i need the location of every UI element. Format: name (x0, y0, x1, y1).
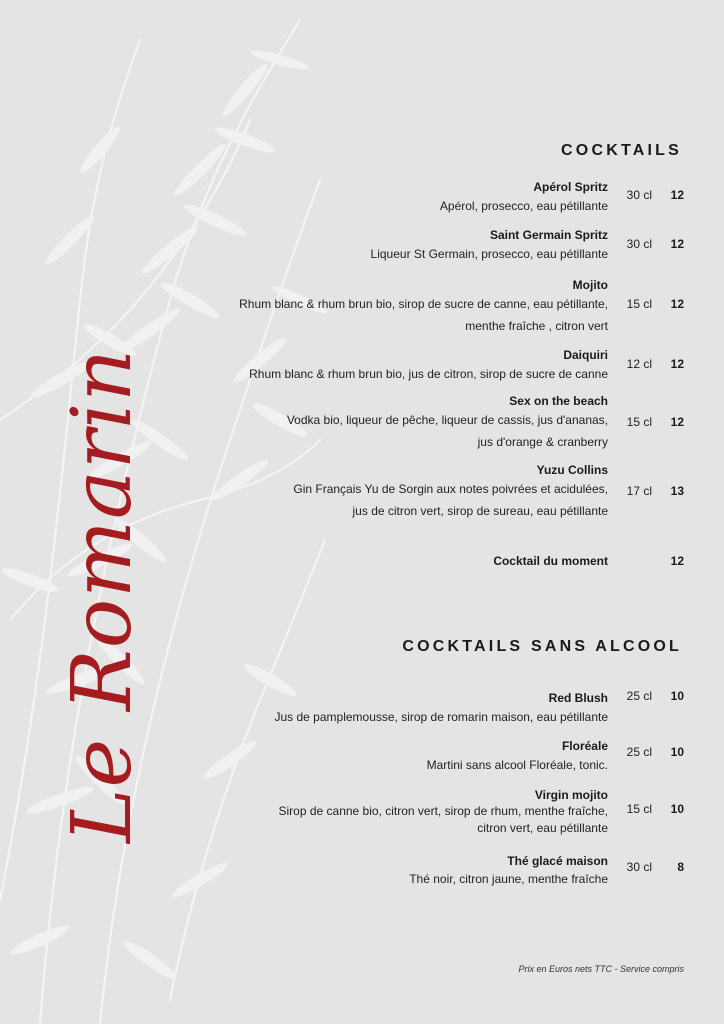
item-description: Martini sans alcool Floréale, tonic. (426, 758, 608, 772)
item-name: Floréale (561, 739, 608, 753)
item-description: Vodka bio, liqueur de pêche, liqueur de cassis, jus d'ananas, (286, 413, 608, 427)
item-volume: 17 cl (626, 484, 652, 498)
item-volume: 15 cl (626, 415, 652, 429)
menu-item-aperol-spritz (150, 179, 710, 217)
item-price: 12 (670, 554, 684, 568)
item-description: Liqueur St Germain, prosecco, eau pétillante (370, 247, 608, 261)
item-volume: 30 cl (626, 237, 652, 251)
section-title-cocktails: COCKTAILS (561, 142, 682, 159)
item-name: Red Blush (548, 691, 608, 705)
item-price: 12 (670, 297, 684, 311)
menu-item-red-blush (150, 690, 710, 728)
item-price: 13 (670, 484, 684, 498)
item-name: Thé glacé maison (507, 854, 608, 868)
menu-item-daiquiri (150, 347, 710, 385)
item-description: Thé noir, citron jaune, menthe fraîche (409, 872, 608, 886)
item-volume: 15 cl (626, 802, 652, 816)
menu-item-mojito (150, 277, 710, 337)
brand-wordmark: Le Romarin (55, 347, 150, 843)
item-description: menthe fraîche , citron vert (465, 319, 608, 333)
item-description: jus d'orange & cranberry (477, 435, 608, 449)
menu-item-sex-on-the-beach (150, 393, 710, 453)
price-footnote: Prix en Euros nets TTC - Service compris (518, 964, 684, 974)
item-name: Daiquiri (563, 348, 608, 362)
section-title-cocktails-sans-alcool: COCKTAILS SANS ALCOOL (402, 638, 682, 655)
item-volume: 25 cl (626, 745, 652, 759)
item-description: Rhum blanc & rhum brun bio, sirop de sucre de canne, eau pétillante, (239, 297, 608, 311)
item-name: Saint Germain Spritz (489, 228, 608, 242)
item-price: 10 (670, 802, 684, 816)
item-description: Sirop de canne bio, citron vert, sirop de rhum, menthe fraîche, (278, 804, 608, 818)
item-name: Apérol Spritz (533, 180, 608, 194)
item-description: Jus de pamplemousse, sirop de romarin maison, eau pétillante (274, 710, 608, 724)
menu-item-virgin-mojito (150, 787, 710, 837)
item-description: Apérol, prosecco, eau pétillante (439, 199, 608, 213)
menu-item-floreale (150, 738, 710, 776)
item-volume: 25 cl (626, 689, 652, 703)
item-volume: 30 cl (626, 860, 652, 874)
item-description: Rhum blanc & rhum brun bio, jus de citron, sirop de sucre de canne (249, 367, 608, 381)
menu-item-the-glace-maison (150, 853, 710, 889)
item-description: citron vert, eau pétillante (477, 821, 608, 835)
menu-item-yuzu-collins (150, 462, 710, 522)
item-price: 12 (670, 357, 684, 371)
menu-item-cocktail-du-moment (150, 553, 710, 569)
item-volume: 15 cl (626, 297, 652, 311)
item-price: 10 (670, 689, 684, 703)
item-price: 12 (670, 188, 684, 202)
item-volume: 30 cl (626, 188, 652, 202)
item-name: Virgin mojito (534, 788, 608, 802)
item-price: 10 (670, 745, 684, 759)
item-description: jus de citron vert, sirop de sureau, eau pétillante (352, 504, 608, 518)
item-price: 12 (670, 415, 684, 429)
item-name: Sex on the beach (509, 394, 608, 408)
item-description: Gin Français Yu de Sorgin aux notes poivrées et acidulées, (293, 482, 608, 496)
item-price: 8 (677, 860, 684, 874)
item-volume: 12 cl (626, 357, 652, 371)
item-name: Cocktail du moment (493, 554, 608, 568)
item-name: Mojito (572, 278, 608, 292)
item-price: 12 (670, 237, 684, 251)
menu-item-saint-germain-spritz (150, 227, 710, 265)
item-name: Yuzu Collins (536, 463, 608, 477)
